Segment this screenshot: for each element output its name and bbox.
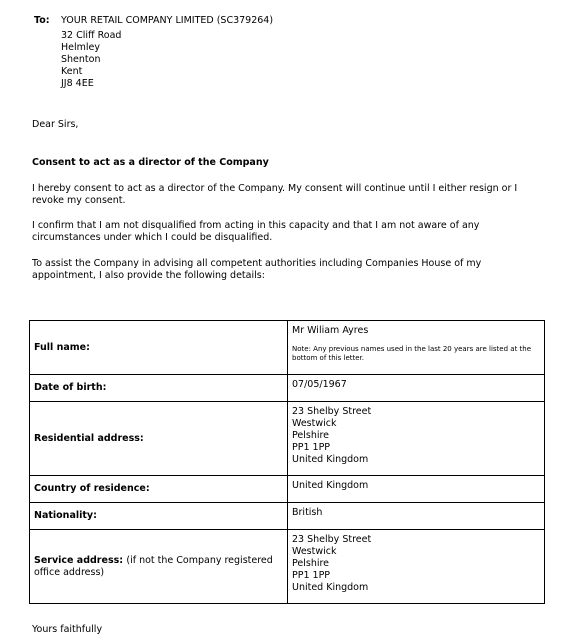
nationality-value: British — [288, 503, 545, 530]
address-line: PP1 1PP — [292, 570, 331, 581]
address-line: Shenton — [61, 54, 101, 65]
address-line: Pelshire — [292, 430, 330, 441]
recipient-address — [61, 15, 273, 90]
full-name-label: Full name: — [30, 321, 288, 375]
address-line: 32 Cliff Road — [61, 30, 122, 41]
residential-address-value — [288, 402, 545, 476]
country-label: Country of residence: — [30, 476, 288, 503]
subject-heading: Consent to act as a director of the Company — [32, 157, 269, 168]
address-line: 23 Shelby Street — [292, 534, 372, 545]
address-line: Westwick — [292, 546, 337, 557]
address-line: PP1 1PP — [292, 442, 331, 453]
details-intro-paragraph: To assist the Company in advising all competent authorities including Companies House of my appointment, I also provide the following details: — [32, 258, 482, 281]
service-address-hint: (if not the Company registered office address) — [34, 554, 273, 578]
disqualification-paragraph: I confirm that I am not disqualified from acting in this capacity and that I am not aware of any circumstances under which I could be disqualified. — [32, 220, 480, 243]
closing: Yours faithfully — [32, 624, 103, 635]
previous-names-note: Note: Any previous names used in the last 20 years are listed at the bottom of this letter. — [292, 345, 532, 362]
table-row — [30, 375, 545, 402]
service-address-label — [30, 530, 288, 604]
address-line: Kent — [61, 66, 83, 77]
salutation: Dear Sirs, — [32, 119, 79, 130]
dob-value: 07/05/1967 — [288, 375, 545, 402]
table-row — [30, 530, 545, 604]
full-name-cell — [288, 321, 545, 375]
director-details-table — [29, 320, 545, 604]
address-line: Westwick — [292, 418, 337, 429]
address-line: Pelshire — [292, 558, 330, 569]
to-label: To: — [34, 15, 50, 26]
address-line: Helmley — [61, 42, 100, 53]
full-name-value: Mr Wiliam Ayres — [292, 325, 369, 336]
consent-paragraph: I hereby consent to act as a director of the Company. My consent will continue until I either resign or I revoke my consent. — [32, 183, 518, 206]
address-line: 23 Shelby Street — [292, 406, 372, 417]
service-address-value — [288, 530, 545, 604]
recipient-company: YOUR RETAIL COMPANY LIMITED (SC379264) — [61, 15, 274, 26]
country-value: United Kingdom — [288, 476, 545, 503]
address-line: United Kingdom — [292, 454, 369, 465]
residential-address-label: Residential address: — [30, 402, 288, 476]
table-row — [30, 402, 545, 476]
table-row — [30, 503, 545, 530]
table-row — [30, 476, 545, 503]
nationality-label: Nationality: — [30, 503, 288, 530]
address-line: JJ8 4EE — [61, 78, 94, 89]
address-line: United Kingdom — [292, 582, 369, 593]
table-row — [30, 321, 545, 375]
service-address-title: Service address: — [34, 554, 124, 566]
dob-label: Date of birth: — [30, 375, 288, 402]
